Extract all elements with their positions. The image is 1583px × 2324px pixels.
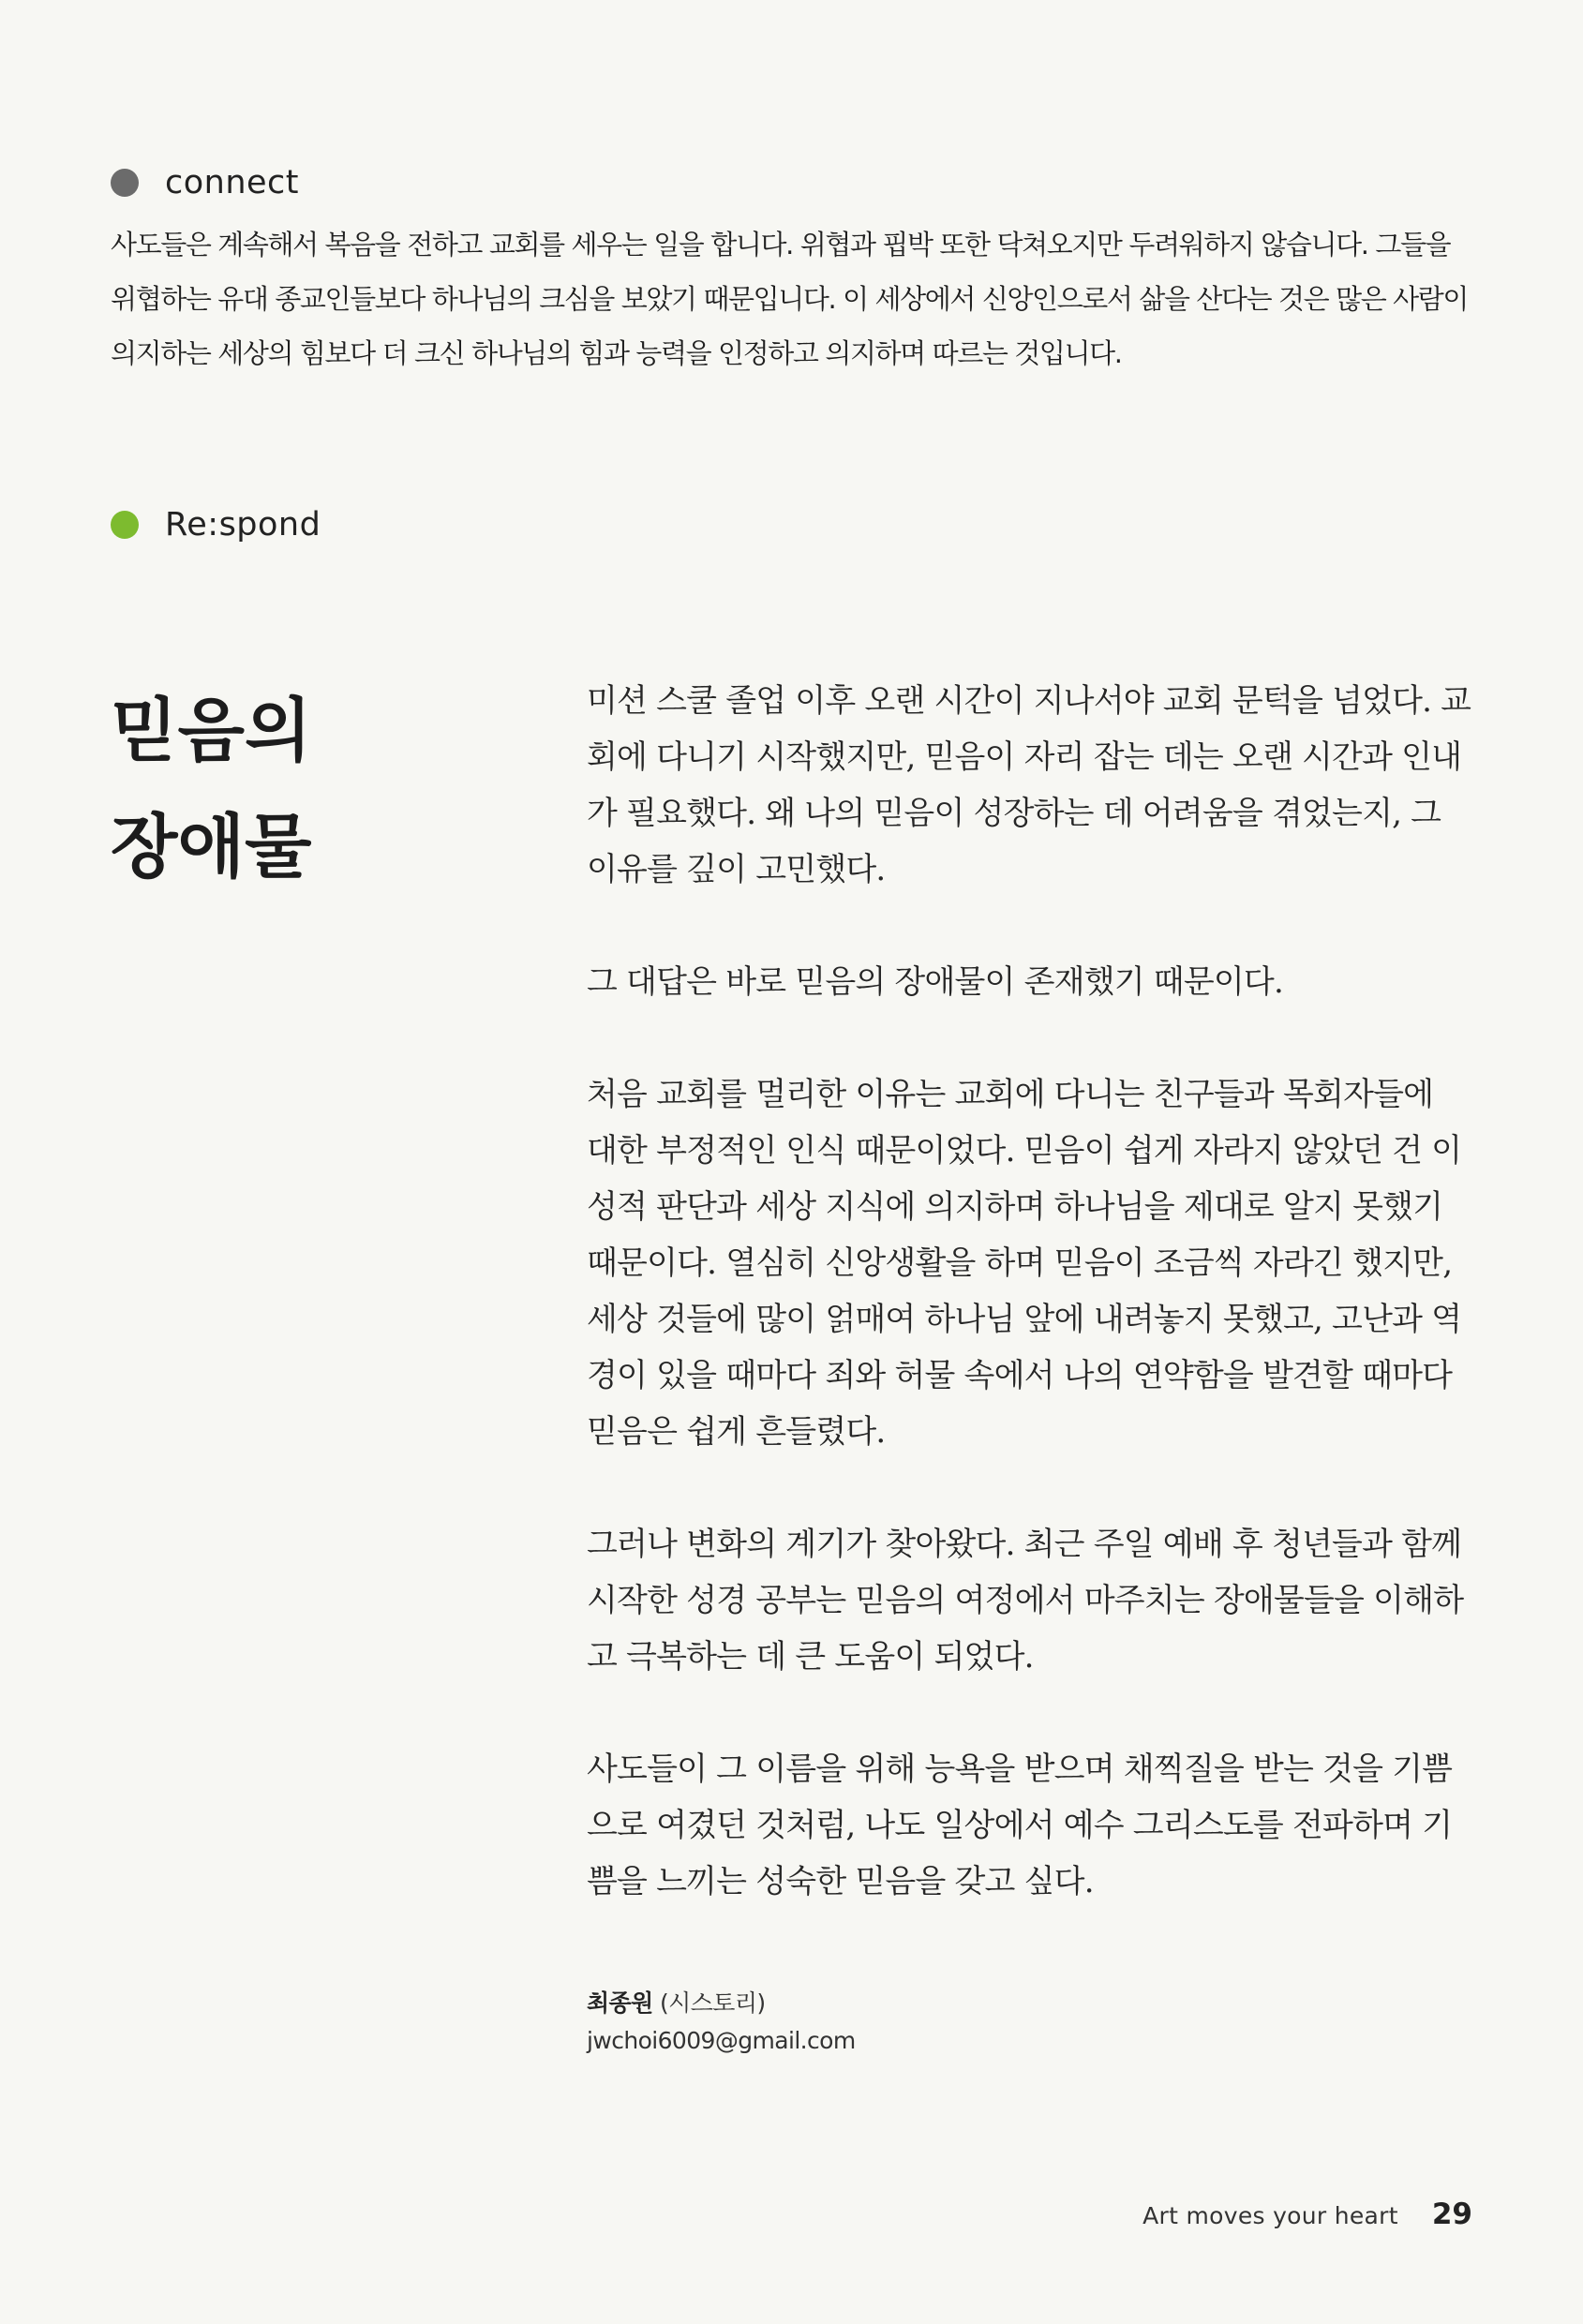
article-title-line-2: 장애물 <box>111 807 312 887</box>
author-line <box>587 1985 856 2022</box>
page-number: 29 <box>1431 2197 1472 2231</box>
author-name: 최종원 <box>587 1989 653 2017</box>
connect-bullet-icon <box>111 169 139 197</box>
respond-bullet-icon <box>111 511 139 539</box>
article-paragraph-5: 사도들이 그 이름을 위해 능욕을 받으며 채찍질을 받는 것을 기쁨으로 여겼던 것처럼, 나도 일상에서 예수 그리스도를 전파하며 기쁨을 느끼는 성숙한 믿음을 갖고 싶다. <box>587 1750 1453 1900</box>
article-paragraph-4: 그러나 변화의 계기가 찾아왔다. 최근 주일 예배 후 청년들과 함께 시작한 성경 공부는 믿음의 여정에서 마주치는 장애물들을 이해하고 극복하는 데 큰 도움이 되었다. <box>587 1526 1464 1676</box>
article-title-line-1: 믿음의 <box>111 691 312 771</box>
article-paragraph-2: 그 대답은 바로 믿음의 장애물이 존재했기 때문이다. <box>587 963 1283 1001</box>
author-email: jwchoi6009@gmail.com <box>587 2027 856 2054</box>
respond-section-header <box>111 506 321 544</box>
footer-tagline: Art moves your heart <box>1142 2202 1398 2229</box>
respond-label: Re:spond <box>165 506 321 544</box>
page-footer <box>1142 2197 1472 2231</box>
author-affiliation: (시스토리) <box>660 1989 766 2017</box>
author-block <box>587 1985 856 2060</box>
article-paragraph-3: 처음 교회를 멀리한 이유는 교회에 다니는 친구들과 목회자들에 대한 부정적인 인식 때문이었다. 믿음이 쉽게 자라지 않았던 건 이성적 판단과 세상 지식에 의지하며 하나님을 제대로 알지 못했기 때문이다. 열심히 신앙생활을 하며 믿음이 조금씩 자라긴 했지만, 세상 것들에 많이 얽매여 하나님 앞에 내려놓지 못했고, 고난과 역경이 있을 때마다 죄와 허물 속에서 나의 연약함을 발견할 때마다 믿음은 쉽게 흔들렸다. <box>587 1076 1462 1451</box>
connect-section-header <box>111 164 299 201</box>
connect-paragraph: 사도들은 계속해서 복음을 전하고 교회를 세우는 일을 합니다. 위협과 핍박 또한 닥쳐오지만 두려워하지 않습니다. 그들을 위협하는 유대 종교인들보다 하나님의 크심을 보았기 때문입니다. 이 세상에서 신앙인으로서 삶을 산다는 것은 많은 사람이 의지하는 세상의 힘보다 더 크신 하나님의 힘과 능력을 인정하고 의지하며 따르는 것입니다. <box>111 229 1468 369</box>
article-body <box>587 673 1471 1966</box>
article-paragraph-1: 미션 스쿨 졸업 이후 오랜 시간이 지나서야 교회 문턱을 넘었다. 교회에 다니기 시작했지만, 믿음이 자리 잡는 데는 오랜 시간과 인내가 필요했다. 왜 나의 믿음이 성장하는 데 어려움을 겪었는지, 그 이유를 깊이 고민했다. <box>587 682 1471 888</box>
article-title <box>111 673 504 905</box>
connect-label: connect <box>165 164 300 201</box>
